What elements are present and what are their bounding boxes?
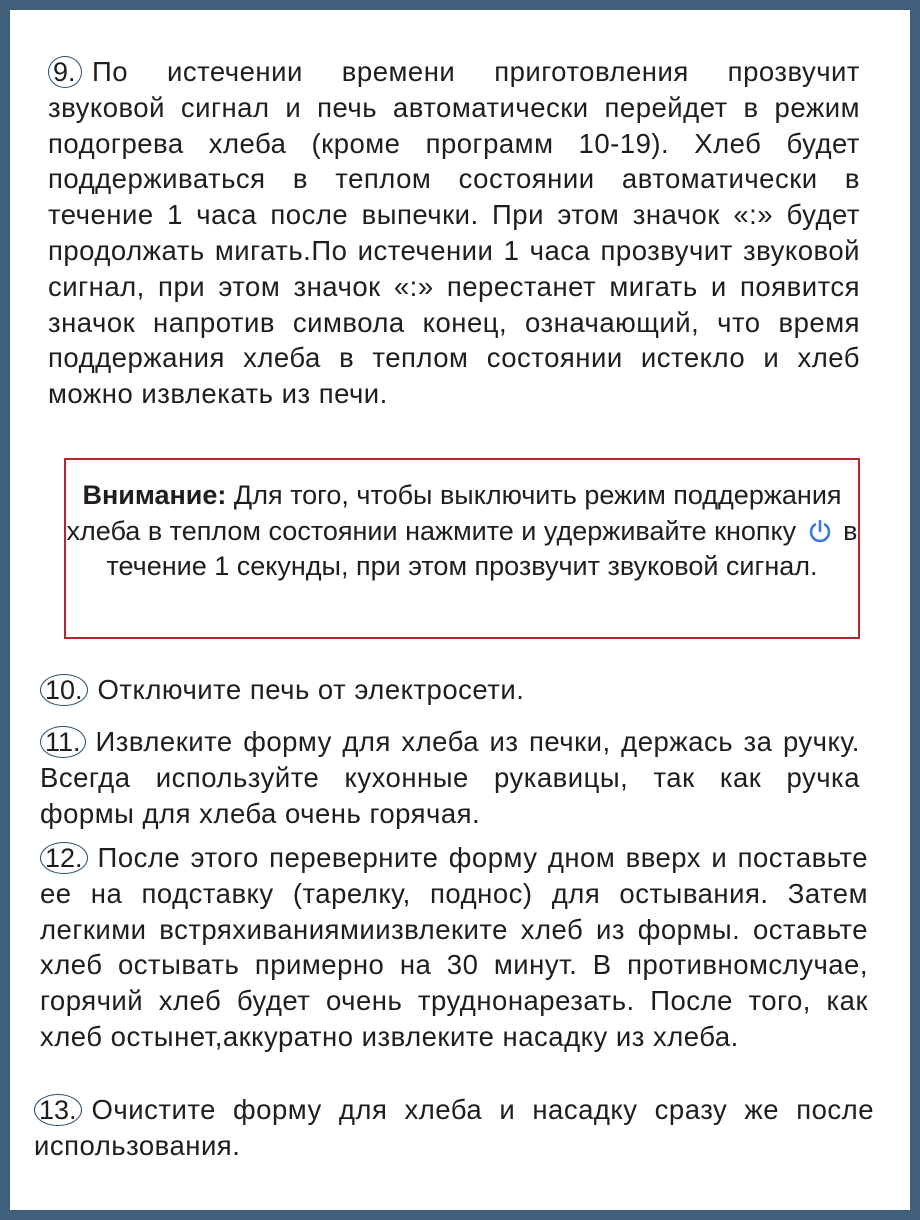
warning-text-1: Для того, чтобы выключить режим поддержания хлеба в теплом состоянии нажмите и удерживайте кнопку [66, 480, 842, 546]
warning-label: Внимание: [82, 480, 227, 510]
step-13 [34, 1092, 874, 1164]
power-icon [807, 518, 833, 544]
step-13-number: 13. [34, 1094, 82, 1126]
step-11-number: 11. [40, 726, 86, 758]
step-11-text: Извлеките форму для хлеба из печки, держась за ручку. Всегда используйте кухонные рукавицы, так как ручка формы для хлеба очень горячая. [40, 726, 860, 829]
step-9 [48, 54, 860, 412]
step-12 [40, 840, 868, 1055]
warning-text-2: в течение 1 секунды, при этом прозвучит звуковой сигнал. [106, 515, 858, 581]
step-10 [40, 672, 860, 708]
step-9-text: По истечении времени приготовления прозвучит звуковой сигнал и печь автоматически перейдет в режим подогрева хлеба (кроме программ 10-19). Хлеб будет поддерживаться в теплом состоянии автоматически в течение 1 часа после выпечки. При этом значок «:» будет продолжать мигать.По истечении 1 часа прозвучит звуковой сигнал, при этом значок «:» перестанет мигать и появится значок напротив символа конец, означающий, что время поддержания хлеба в теплом состоянии истекло и хлеб можно извлекать из печи. [48, 56, 860, 410]
warning-box [64, 458, 860, 639]
step-12-number: 12. [40, 842, 88, 874]
step-10-text: Отключите печь от электросети. [97, 674, 525, 705]
step-9-number: 9. [48, 56, 82, 88]
step-11 [40, 724, 860, 831]
step-12-text: После этого переверните форму дном вверх и поставьте ее на подставку (тарелку, поднос) для остывания. Затем легкими встряхиваниямиизвлеките хлеб из формы. оставьте хлеб остывать примерно на 30 минут. В противномслучае, горячий хлеб будет очень труднонарезать. После того, как хлеб остынет,аккуратно извлеките насадку из хлеба. [40, 842, 868, 1052]
step-10-number: 10. [40, 674, 88, 706]
step-13-text: Очистите форму для хлеба и насадку сразу же после использования. [34, 1094, 874, 1161]
